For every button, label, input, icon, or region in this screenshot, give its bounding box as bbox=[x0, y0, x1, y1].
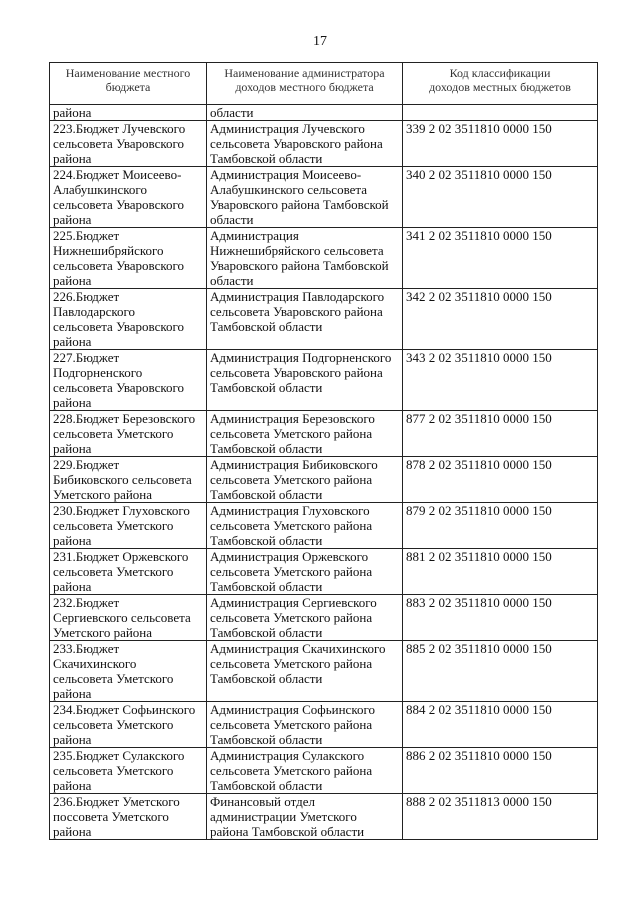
budget-name-cell bbox=[50, 641, 207, 702]
administrator-line: Администрация Скачихинского bbox=[210, 641, 386, 656]
budget-name-line: сельсовета Уметского bbox=[53, 763, 174, 778]
budget-name-cell bbox=[50, 289, 207, 350]
administrator-line: Тамбовской области bbox=[210, 319, 323, 334]
administrator-line: Тамбовской области bbox=[210, 579, 323, 594]
administrator-cell bbox=[207, 121, 403, 167]
administrator-line: сельсовета Уметского района bbox=[210, 518, 373, 533]
budget-name-line: района bbox=[53, 334, 92, 349]
administrator-line: Администрация Бибиковского bbox=[210, 457, 378, 472]
administrator-line: сельсовета Уметского района bbox=[210, 656, 373, 671]
budget-name-line: Нижнешибряйского bbox=[53, 243, 164, 258]
administrator-cell bbox=[207, 289, 403, 350]
administrator-line: сельсовета Уваровского района bbox=[210, 304, 383, 319]
budget-name-line: сельсовета Уметского bbox=[53, 717, 174, 732]
classification-code-cell bbox=[403, 105, 598, 121]
header-text: доходов местного бюджета bbox=[235, 80, 374, 94]
administrator-line: Тамбовской области bbox=[210, 671, 323, 686]
administrator-cell bbox=[207, 457, 403, 503]
budget-name-line: 232.Бюджет bbox=[53, 595, 120, 610]
budget-name-line: района bbox=[53, 732, 92, 747]
budget-name-line: 227.Бюджет bbox=[53, 350, 120, 365]
table-row bbox=[50, 228, 598, 289]
header-row bbox=[50, 63, 598, 105]
budget-name-line: 229.Бюджет bbox=[53, 457, 120, 472]
table-row bbox=[50, 549, 598, 595]
header-administrator bbox=[207, 63, 403, 105]
budget-name-line: района bbox=[53, 395, 92, 410]
administrator-line: Тамбовской области bbox=[210, 625, 323, 640]
classification-code-cell: 886 2 02 3511810 0000 150 bbox=[403, 748, 598, 794]
administrator-line: Нижнешибряйского сельсовета bbox=[210, 243, 384, 258]
budget-name-line: сельсовета Уваровского bbox=[53, 380, 185, 395]
table-header bbox=[50, 63, 598, 105]
administrator-line: Тамбовской области bbox=[210, 380, 323, 395]
header-text: бюджета bbox=[105, 80, 151, 94]
page-number: 17 bbox=[313, 34, 327, 49]
budget-name-line: сельсовета Уметского bbox=[53, 564, 174, 579]
administrator-line: Тамбовской области bbox=[210, 778, 323, 793]
budget-name-line: района bbox=[53, 441, 92, 456]
budget-name-line: 228.Бюджет Березовского bbox=[53, 411, 196, 426]
administrator-cell bbox=[207, 549, 403, 595]
classification-code-cell: 885 2 02 3511810 0000 150 bbox=[403, 641, 598, 702]
administrator-line: области bbox=[210, 212, 254, 227]
administrator-line: Уваровского района Тамбовской bbox=[210, 197, 389, 212]
administrator-line: Администрация Софьинского bbox=[210, 702, 375, 717]
budget-name-line: сельсовета Уметского bbox=[53, 518, 174, 533]
header-text: Наименование местного bbox=[65, 66, 191, 80]
budget-name-line: 231.Бюджет Оржевского bbox=[53, 549, 189, 564]
budget-name-cell bbox=[50, 595, 207, 641]
budget-name-cell bbox=[50, 794, 207, 840]
administrator-line: Администрация Березовского bbox=[210, 411, 375, 426]
table-row bbox=[50, 794, 598, 840]
administrator-line: сельсовета Уваровского района bbox=[210, 365, 383, 380]
classification-code-cell: 884 2 02 3511810 0000 150 bbox=[403, 702, 598, 748]
budget-name-line: сельсовета Уваровского bbox=[53, 319, 185, 334]
administrator-cell bbox=[207, 105, 403, 121]
budget-name-line: сельсовета Уметского bbox=[53, 426, 174, 441]
budget-name-line: Бибиковского сельсовета bbox=[53, 472, 192, 487]
administrator-cell bbox=[207, 641, 403, 702]
budget-name-line: района bbox=[53, 533, 92, 548]
table-row bbox=[50, 289, 598, 350]
budget-name-line: сельсовета Уметского bbox=[53, 671, 174, 686]
budget-name-line: района bbox=[53, 273, 92, 288]
table-row bbox=[50, 595, 598, 641]
table-row bbox=[50, 641, 598, 702]
budget-name-cell bbox=[50, 121, 207, 167]
budget-name-line: сельсовета Уваровского bbox=[53, 258, 185, 273]
budget-name-line: сельсовета Уваровского bbox=[53, 197, 185, 212]
table-row bbox=[50, 702, 598, 748]
administrator-cell bbox=[207, 411, 403, 457]
table-row bbox=[50, 411, 598, 457]
classification-code-cell: 340 2 02 3511810 0000 150 bbox=[403, 167, 598, 228]
administrator-cell bbox=[207, 702, 403, 748]
classification-code-cell: 888 2 02 3511813 0000 150 bbox=[403, 794, 598, 840]
budget-name-cell bbox=[50, 702, 207, 748]
table-row bbox=[50, 503, 598, 549]
budget-name-line: 233.Бюджет bbox=[53, 641, 120, 656]
table-row bbox=[50, 121, 598, 167]
classification-code-cell: 879 2 02 3511810 0000 150 bbox=[403, 503, 598, 549]
administrator-line: Тамбовской области bbox=[210, 441, 323, 456]
budget-name-line: 230.Бюджет Глуховского bbox=[53, 503, 190, 518]
administrator-line: сельсовета Уметского района bbox=[210, 564, 373, 579]
header-classification-code bbox=[403, 63, 598, 105]
table-row bbox=[50, 167, 598, 228]
administrator-line: сельсовета Уметского района bbox=[210, 472, 373, 487]
classification-code-cell: 881 2 02 3511810 0000 150 bbox=[403, 549, 598, 595]
budget-name-cell bbox=[50, 105, 207, 121]
administrator-line: Администрация Оржевского bbox=[210, 549, 369, 564]
administrator-line: области bbox=[210, 273, 254, 288]
budget-name-line: Павлодарского bbox=[53, 304, 136, 319]
budget-name-cell bbox=[50, 503, 207, 549]
administrator-line: области bbox=[210, 105, 254, 120]
administrator-line: Администрация Подгорненского bbox=[210, 350, 392, 365]
administrator-line: Администрация Моисеево- bbox=[210, 167, 362, 182]
budget-name-cell bbox=[50, 411, 207, 457]
budget-name-line: 224.Бюджет Моисеево- bbox=[53, 167, 182, 182]
administrator-line: Администрация Лучевского bbox=[210, 121, 365, 136]
administrator-line: Тамбовской области bbox=[210, 151, 323, 166]
table-row bbox=[50, 350, 598, 411]
budget-name-line: района bbox=[53, 105, 92, 120]
budget-name-line: Уметского района bbox=[53, 625, 153, 640]
budget-name-line: района bbox=[53, 579, 92, 594]
administrator-cell bbox=[207, 595, 403, 641]
administrator-line: Алабушкинского сельсовета bbox=[210, 182, 368, 197]
budget-name-line: 234.Бюджет Софьинского bbox=[53, 702, 196, 717]
table-row bbox=[50, 457, 598, 503]
budget-name-line: Подгорненского bbox=[53, 365, 143, 380]
administrator-line: Администрация Глуховского bbox=[210, 503, 370, 518]
administrator-line: Финансовый отдел bbox=[210, 794, 315, 809]
classification-code-cell: 877 2 02 3511810 0000 150 bbox=[403, 411, 598, 457]
budget-name-cell bbox=[50, 457, 207, 503]
budget-name-line: района bbox=[53, 778, 92, 793]
administrator-line: сельсовета Уметского района bbox=[210, 717, 373, 732]
administrator-line: сельсовета Уметского района bbox=[210, 763, 373, 778]
budget-name-cell bbox=[50, 228, 207, 289]
administrator-cell bbox=[207, 748, 403, 794]
budget-name-cell bbox=[50, 167, 207, 228]
table-row bbox=[50, 105, 598, 121]
administrator-line: Уваровского района Тамбовской bbox=[210, 258, 389, 273]
table-body bbox=[50, 105, 598, 840]
administrator-line: Тамбовской области bbox=[210, 487, 323, 502]
budget-name-cell bbox=[50, 350, 207, 411]
budget-name-line: 225.Бюджет bbox=[53, 228, 120, 243]
budget-name-line: 235.Бюджет Сулакского bbox=[53, 748, 185, 763]
administrator-line: района Тамбовской области bbox=[210, 824, 365, 839]
classification-code-cell: 339 2 02 3511810 0000 150 bbox=[403, 121, 598, 167]
administrator-line: Администрация Сулакского bbox=[210, 748, 365, 763]
budget-name-line: района bbox=[53, 824, 92, 839]
budget-name-cell bbox=[50, 748, 207, 794]
administrator-cell bbox=[207, 350, 403, 411]
administrator-line: администрации Уметского bbox=[210, 809, 357, 824]
budget-name-line: района bbox=[53, 212, 92, 227]
administrator-line: сельсовета Уметского района bbox=[210, 610, 373, 625]
budget-table bbox=[49, 62, 598, 840]
budget-name-line: Сергиевского сельсовета bbox=[53, 610, 191, 625]
administrator-line: Администрация Павлодарского bbox=[210, 289, 385, 304]
budget-name-line: района bbox=[53, 686, 92, 701]
administrator-line: Администрация Сергиевского bbox=[210, 595, 377, 610]
classification-code-cell: 883 2 02 3511810 0000 150 bbox=[403, 595, 598, 641]
budget-name-line: Алабушкинского bbox=[53, 182, 147, 197]
budget-name-line: Уметского района bbox=[53, 487, 153, 502]
budget-name-line: 236.Бюджет Уметского bbox=[53, 794, 180, 809]
budget-name-line: поссовета Уметского bbox=[53, 809, 169, 824]
header-text: Код классификации bbox=[449, 66, 551, 80]
header-budget-name bbox=[50, 63, 207, 105]
budget-name-line: 226.Бюджет bbox=[53, 289, 120, 304]
administrator-line: сельсовета Уметского района bbox=[210, 426, 373, 441]
classification-code-cell: 342 2 02 3511810 0000 150 bbox=[403, 289, 598, 350]
header-text: Наименование администратора bbox=[224, 66, 385, 80]
budget-name-cell bbox=[50, 549, 207, 595]
header-text: доходов местных бюджетов bbox=[429, 80, 571, 94]
table-row bbox=[50, 748, 598, 794]
administrator-line: сельсовета Уваровского района bbox=[210, 136, 383, 151]
budget-name-line: Скачихинского bbox=[53, 656, 137, 671]
administrator-line: Тамбовской области bbox=[210, 732, 323, 747]
classification-code-cell: 878 2 02 3511810 0000 150 bbox=[403, 457, 598, 503]
administrator-cell bbox=[207, 228, 403, 289]
administrator-line: Тамбовской области bbox=[210, 533, 323, 548]
classification-code-cell: 343 2 02 3511810 0000 150 bbox=[403, 350, 598, 411]
budget-name-line: района bbox=[53, 151, 92, 166]
budget-name-line: сельсовета Уваровского bbox=[53, 136, 185, 151]
administrator-cell bbox=[207, 503, 403, 549]
administrator-line: Администрация bbox=[210, 228, 299, 243]
administrator-cell bbox=[207, 794, 403, 840]
administrator-cell bbox=[207, 167, 403, 228]
budget-name-line: 223.Бюджет Лучевского bbox=[53, 121, 186, 136]
classification-code-cell: 341 2 02 3511810 0000 150 bbox=[403, 228, 598, 289]
